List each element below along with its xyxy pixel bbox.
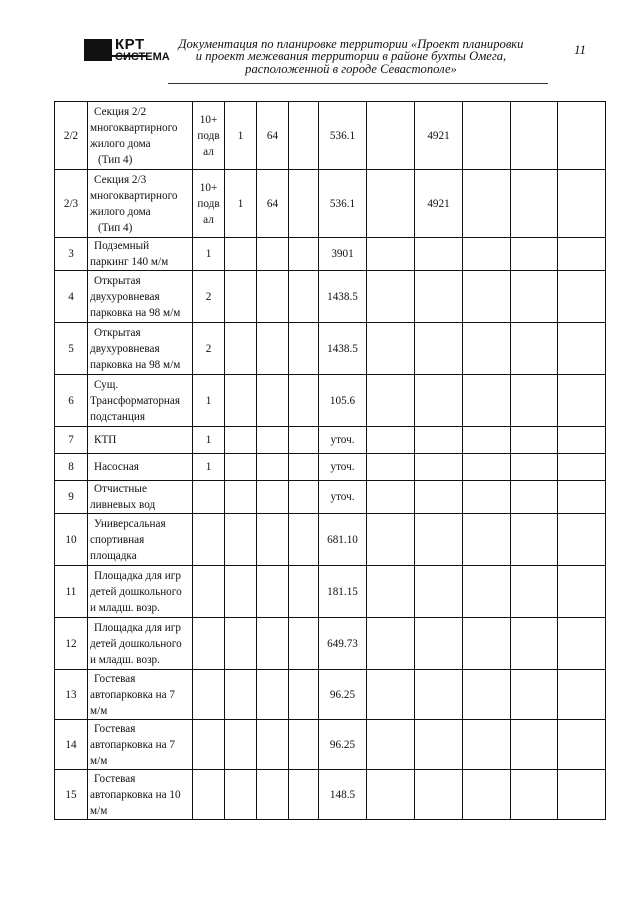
object-name-line: Гостевая — [94, 722, 136, 735]
object-name-line: двухуровневая — [90, 290, 160, 303]
object-name-cell — [88, 271, 193, 323]
empty-cell — [367, 770, 415, 820]
empty-cell — [558, 427, 606, 454]
apartments-cell — [257, 427, 289, 454]
empty-cell — [289, 481, 319, 514]
object-name-line: Гостевая — [94, 772, 136, 785]
object-name-line: Сущ. — [94, 378, 119, 391]
area-cell: 148.5 — [319, 770, 367, 820]
floors-line: 1 — [205, 434, 212, 446]
area-cell: 681.10 — [319, 514, 367, 566]
floors-line: 10+ — [199, 181, 218, 194]
total-area-cell — [415, 770, 463, 820]
floors-cell — [193, 670, 225, 720]
row-number-cell: 2/2 — [55, 102, 88, 170]
floors-cell — [193, 323, 225, 375]
total-area-cell — [415, 454, 463, 481]
total-area-cell — [415, 618, 463, 670]
total-area-cell — [415, 427, 463, 454]
table-row — [55, 566, 606, 618]
empty-cell — [463, 427, 511, 454]
floors-line: подв — [197, 197, 220, 210]
object-name-line: многоквартирного — [90, 189, 178, 202]
object-name-cell — [88, 238, 193, 271]
object-name-cell — [88, 670, 193, 720]
object-name-line: жилого дома — [90, 205, 151, 218]
row-number-cell: 4 — [55, 271, 88, 323]
total-area-cell — [415, 514, 463, 566]
logo-text-line2: СИСТЕМА — [115, 51, 170, 63]
empty-cell — [558, 514, 606, 566]
row-number-cell: 6 — [55, 375, 88, 427]
table-row — [55, 454, 606, 481]
object-name-cell — [88, 566, 193, 618]
empty-cell — [367, 618, 415, 670]
header-title-line: и проект межевания территории в районе бухты Омега, — [195, 49, 507, 64]
empty-cell — [463, 514, 511, 566]
total-area-cell — [415, 375, 463, 427]
apartments-cell — [257, 323, 289, 375]
floors-cell — [193, 454, 225, 481]
floors-line: ал — [203, 213, 214, 226]
area-cell: 105.6 — [319, 375, 367, 427]
area-cell: 3901 — [319, 238, 367, 271]
empty-cell — [289, 238, 319, 271]
count-cell — [225, 514, 257, 566]
empty-cell — [463, 481, 511, 514]
count-cell — [225, 454, 257, 481]
area-cell: 1438.5 — [319, 271, 367, 323]
object-name-cell — [88, 720, 193, 770]
object-name-cell — [88, 514, 193, 566]
empty-cell — [289, 566, 319, 618]
object-name-cell — [88, 375, 193, 427]
empty-cell — [367, 566, 415, 618]
object-name-line: Отчистные — [94, 483, 147, 495]
object-name-line: площадка — [90, 549, 137, 562]
object-name-line: подстанция — [90, 410, 146, 423]
empty-cell — [511, 566, 558, 618]
object-name-line: м/м — [90, 754, 108, 767]
count-cell — [225, 481, 257, 514]
table-row — [55, 271, 606, 323]
object-name-line: КТП — [94, 434, 117, 446]
empty-cell — [463, 170, 511, 238]
empty-cell — [289, 102, 319, 170]
object-name-line: (Тип 4) — [98, 153, 133, 166]
apartments-cell: 64 — [257, 102, 289, 170]
empty-cell — [463, 566, 511, 618]
floors-cell — [193, 375, 225, 427]
empty-cell — [558, 102, 606, 170]
object-name-line: многоквартирного — [90, 121, 178, 134]
table-row — [55, 427, 606, 454]
count-cell: 1 — [225, 170, 257, 238]
object-name-line: Секция 2/3 — [94, 173, 147, 186]
floors-cell — [193, 566, 225, 618]
empty-cell — [289, 323, 319, 375]
object-name-line: двухуровневая — [90, 342, 160, 355]
table-row — [55, 720, 606, 770]
empty-cell — [558, 481, 606, 514]
object-name-line: Открытая — [94, 326, 141, 339]
empty-cell — [463, 670, 511, 720]
apartments-cell — [257, 375, 289, 427]
total-area-cell — [415, 481, 463, 514]
empty-cell — [511, 271, 558, 323]
object-name-line: автопарковка на 7 — [90, 738, 175, 751]
row-number-cell: 5 — [55, 323, 88, 375]
object-name-line: и младш. возр. — [90, 653, 160, 666]
empty-cell — [289, 170, 319, 238]
empty-cell — [367, 481, 415, 514]
logo-mark — [84, 39, 112, 61]
empty-cell — [367, 238, 415, 271]
count-cell: 1 — [225, 102, 257, 170]
object-name-line: Трансформаторная — [90, 394, 181, 407]
empty-cell — [511, 514, 558, 566]
count-cell — [225, 670, 257, 720]
empty-cell — [511, 323, 558, 375]
count-cell — [225, 770, 257, 820]
empty-cell — [511, 102, 558, 170]
empty-cell — [367, 375, 415, 427]
empty-cell — [289, 670, 319, 720]
empty-cell — [367, 670, 415, 720]
empty-cell — [463, 102, 511, 170]
apartments-cell — [257, 271, 289, 323]
area-cell: 649.73 — [319, 618, 367, 670]
object-name-line: детей дошкольного — [90, 585, 182, 598]
empty-cell — [558, 566, 606, 618]
count-cell — [225, 427, 257, 454]
apartments-cell — [257, 720, 289, 770]
area-cell: уточ. — [319, 481, 367, 514]
empty-cell — [558, 770, 606, 820]
table-row — [55, 618, 606, 670]
apartments-cell — [257, 481, 289, 514]
empty-cell — [511, 670, 558, 720]
object-name-line: Площадка для игр — [94, 569, 181, 582]
floors-cell — [193, 238, 225, 271]
total-area-cell — [415, 720, 463, 770]
area-cell: 96.25 — [319, 670, 367, 720]
empty-cell — [558, 720, 606, 770]
total-area-cell — [415, 670, 463, 720]
row-number-cell: 11 — [55, 566, 88, 618]
table-row — [55, 102, 606, 170]
empty-cell — [558, 170, 606, 238]
empty-cell — [463, 271, 511, 323]
table-row — [55, 770, 606, 820]
empty-cell — [511, 375, 558, 427]
empty-cell — [289, 454, 319, 481]
apartments-cell — [257, 238, 289, 271]
empty-cell — [511, 170, 558, 238]
object-name-cell — [88, 102, 193, 170]
company-logo — [84, 36, 170, 68]
object-name-line: Подземный — [94, 240, 150, 252]
empty-cell — [463, 618, 511, 670]
empty-cell — [511, 618, 558, 670]
empty-cell — [463, 720, 511, 770]
object-name-line: парковка на 98 м/м — [90, 306, 181, 319]
floors-line: 1 — [205, 394, 212, 407]
row-number-cell: 13 — [55, 670, 88, 720]
empty-cell — [367, 102, 415, 170]
object-name-cell — [88, 770, 193, 820]
empty-cell — [367, 271, 415, 323]
area-cell: 536.1 — [319, 102, 367, 170]
floors-line: 1 — [205, 248, 212, 260]
empty-cell — [558, 323, 606, 375]
table-row — [55, 514, 606, 566]
object-name-line: автопарковка на 7 — [90, 688, 175, 701]
empty-cell — [511, 454, 558, 481]
count-cell — [225, 323, 257, 375]
object-name-line: и младш. возр. — [90, 601, 160, 614]
empty-cell — [511, 481, 558, 514]
object-name-line: Универсальная — [94, 517, 166, 530]
apartments-cell — [257, 770, 289, 820]
count-cell — [225, 618, 257, 670]
buildings-table — [54, 101, 606, 820]
area-cell: 1438.5 — [319, 323, 367, 375]
row-number-cell: 3 — [55, 238, 88, 271]
floors-cell — [193, 170, 225, 238]
area-cell: уточ. — [319, 454, 367, 481]
count-cell — [225, 720, 257, 770]
floors-line: ал — [203, 145, 214, 158]
table-row — [55, 323, 606, 375]
object-name-line: м/м — [90, 704, 108, 717]
object-name-line: детей дошкольного — [90, 637, 182, 650]
object-name-line: Гостевая — [94, 672, 136, 685]
floors-cell — [193, 102, 225, 170]
apartments-cell: 64 — [257, 170, 289, 238]
empty-cell — [289, 271, 319, 323]
empty-cell — [289, 720, 319, 770]
floors-cell — [193, 514, 225, 566]
apartments-cell — [257, 454, 289, 481]
floors-cell — [193, 618, 225, 670]
table-row — [55, 375, 606, 427]
object-name-line: автопарковка на 10 — [90, 788, 181, 801]
empty-cell — [367, 454, 415, 481]
object-name-line: Насосная — [94, 461, 139, 473]
object-name-line: Открытая — [94, 274, 141, 287]
object-name-line: жилого дома — [90, 137, 151, 150]
object-name-cell — [88, 481, 193, 514]
empty-cell — [463, 323, 511, 375]
header-title-line: расположенной в городе Севастополе» — [245, 61, 457, 76]
row-number-cell: 14 — [55, 720, 88, 770]
empty-cell — [511, 238, 558, 271]
apartments-cell — [257, 566, 289, 618]
empty-cell — [558, 238, 606, 271]
total-area-cell — [415, 323, 463, 375]
row-number-cell: 10 — [55, 514, 88, 566]
object-name-line: Секция 2/2 — [94, 105, 147, 118]
total-area-cell: 4921 — [415, 102, 463, 170]
object-name-cell — [88, 170, 193, 238]
page-number: 11 — [574, 42, 587, 57]
area-cell: уточ. — [319, 427, 367, 454]
apartments-cell — [257, 618, 289, 670]
table-row — [55, 670, 606, 720]
empty-cell — [511, 770, 558, 820]
floors-line: подв — [197, 129, 220, 142]
total-area-cell — [415, 271, 463, 323]
object-name-cell — [88, 427, 193, 454]
floors-line: 1 — [205, 461, 212, 473]
row-number-cell: 12 — [55, 618, 88, 670]
area-cell: 536.1 — [319, 170, 367, 238]
floors-cell — [193, 481, 225, 514]
floors-cell — [193, 427, 225, 454]
count-cell — [225, 566, 257, 618]
total-area-cell — [415, 566, 463, 618]
object-name-line: ливневых вод — [90, 499, 156, 511]
empty-cell — [367, 720, 415, 770]
floors-line: 2 — [205, 290, 212, 303]
table-row — [55, 238, 606, 271]
empty-cell — [463, 770, 511, 820]
row-number-cell: 8 — [55, 454, 88, 481]
table-row — [55, 481, 606, 514]
floors-cell — [193, 720, 225, 770]
total-area-cell — [415, 238, 463, 271]
empty-cell — [367, 323, 415, 375]
table-body — [55, 102, 606, 820]
empty-cell — [289, 375, 319, 427]
empty-cell — [463, 454, 511, 481]
object-name-cell — [88, 323, 193, 375]
header-title-line: Документация по планировке территории «Проект планировки — [178, 37, 524, 51]
object-name-line: спортивная — [90, 533, 145, 546]
empty-cell — [289, 427, 319, 454]
empty-cell — [558, 618, 606, 670]
object-name-line: (Тип 4) — [98, 221, 133, 234]
row-number-cell: 7 — [55, 427, 88, 454]
empty-cell — [289, 618, 319, 670]
empty-cell — [558, 454, 606, 481]
apartments-cell — [257, 670, 289, 720]
empty-cell — [558, 670, 606, 720]
empty-cell — [367, 514, 415, 566]
floors-cell — [193, 271, 225, 323]
total-area-cell: 4921 — [415, 170, 463, 238]
logo-text-line1: КРТ — [115, 36, 145, 53]
empty-cell — [511, 427, 558, 454]
object-name-cell — [88, 618, 193, 670]
floors-cell — [193, 770, 225, 820]
row-number-cell: 9 — [55, 481, 88, 514]
header-divider — [168, 83, 548, 84]
count-cell — [225, 238, 257, 271]
row-number-cell: 2/3 — [55, 170, 88, 238]
empty-cell — [558, 271, 606, 323]
empty-cell — [558, 375, 606, 427]
empty-cell — [367, 427, 415, 454]
apartments-cell — [257, 514, 289, 566]
empty-cell — [511, 720, 558, 770]
empty-cell — [367, 170, 415, 238]
empty-cell — [463, 375, 511, 427]
object-name-cell — [88, 454, 193, 481]
area-cell: 96.25 — [319, 720, 367, 770]
object-name-line: парковка на 98 м/м — [90, 358, 181, 371]
object-name-line: паркинг 140 м/м — [90, 256, 169, 268]
row-number-cell: 15 — [55, 770, 88, 820]
empty-cell — [289, 770, 319, 820]
floors-line: 10+ — [199, 113, 218, 126]
document-header — [160, 38, 542, 75]
empty-cell — [289, 514, 319, 566]
object-name-line: Площадка для игр — [94, 621, 181, 634]
object-name-line: м/м — [90, 804, 108, 817]
empty-cell — [463, 238, 511, 271]
floors-line: 2 — [205, 342, 212, 355]
count-cell — [225, 271, 257, 323]
table-row — [55, 170, 606, 238]
count-cell — [225, 375, 257, 427]
area-cell: 181.15 — [319, 566, 367, 618]
